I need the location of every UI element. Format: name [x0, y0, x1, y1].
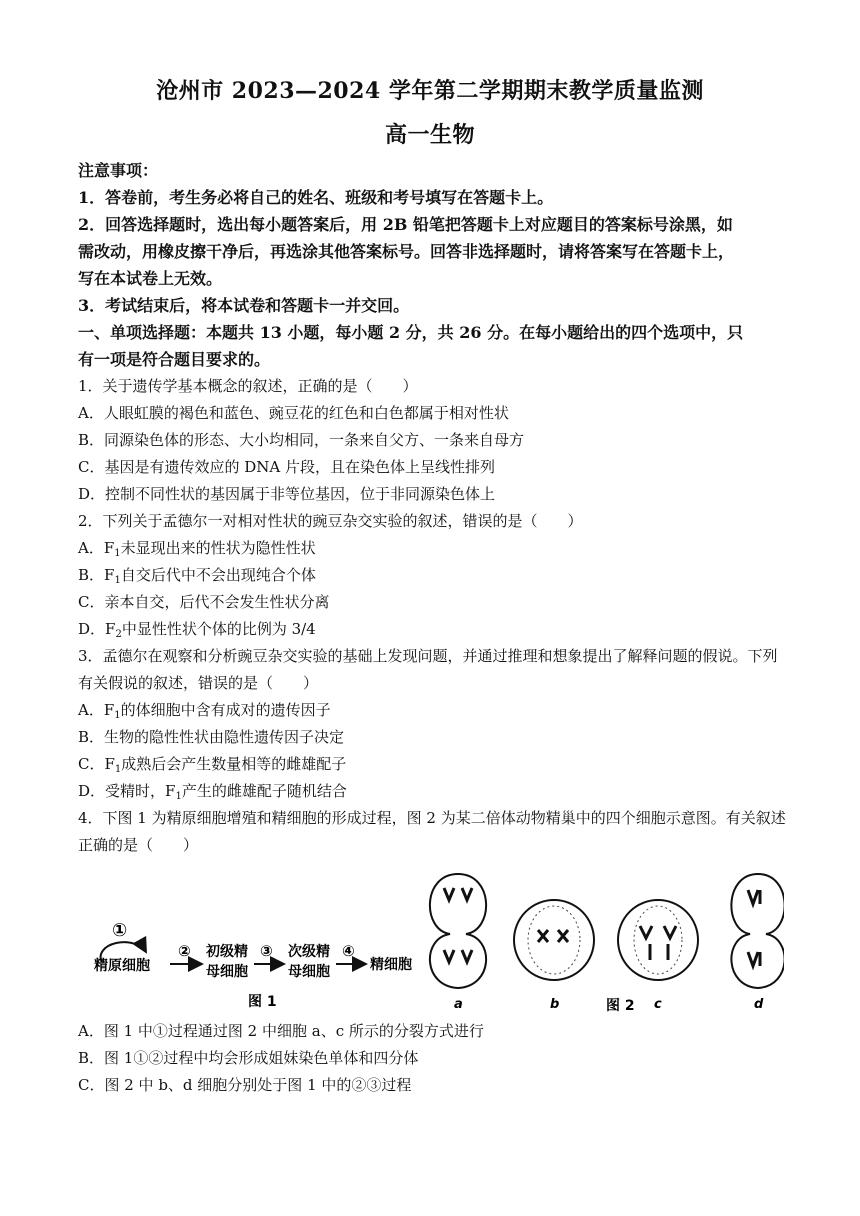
q1-stem: 1．关于遗传学基本概念的叙述，正确的是（ ）: [78, 377, 418, 395]
step-1-label: ①: [112, 920, 128, 941]
q3-option-a: A．$F_1$的体细胞中含有成对的遗传因子: [78, 701, 331, 721]
cell-primary-spermatocyte-line-2: 母细胞: [206, 964, 248, 980]
q2-option-b: B．$F_1$自交后代中不会出现纯合个体: [78, 566, 316, 586]
figure-2: [430, 874, 784, 1014]
q3-stem-line-2: 有关假说的叙述，错误的是（ ）: [78, 674, 319, 692]
q3-stem-line-1: 3．孟德尔在观察和分析豌豆杂交实验的基础上发现问题，并通过推理和想象提出了解释问题的假说。下列: [78, 647, 778, 665]
q4-figure: [78, 864, 784, 1016]
cell-a: [430, 874, 486, 1012]
section-heading-line-1: 一、单项选择题：本题共 13 小题，每小题 2 分，共 26 分。在每小题给出的四个选项中，只: [78, 323, 744, 342]
q1-option-c: C．基因是有遗传效应的 DNA 片段，且在染色体上呈线性排列: [78, 458, 495, 476]
notice-item-2-line-2: 需改动，用橡皮擦干净后，再选涂其他答案标号。回答非选择题时，请将答案写在答题卡上，: [78, 242, 735, 261]
q4-option-c: C．图 2 中 b、d 细胞分别处于图 1 中的②③过程: [78, 1076, 412, 1094]
q4-option-a: A．图 1 中①过程通过图 2 中细胞 a、c 所示的分裂方式进行: [78, 1022, 484, 1040]
notice-item-2-line-1: 2．回答选择题时，选出每小题答案后，用 2B 铅笔把答题卡上对应题目的答案标号涂黑，如: [78, 215, 733, 234]
cell-spermatogonium: 精原细胞: [94, 958, 150, 974]
figure-1-caption: 图 1: [248, 994, 277, 1010]
cell-a-label: a: [454, 997, 463, 1012]
step-3-label: ③: [260, 942, 273, 960]
cell-d: [731, 874, 784, 1012]
section-heading-line-2: 有一项是符合题目要求的。: [78, 350, 271, 369]
notice-item-1: 1．答卷前，考生务必将自己的姓名、班级和考号填写在答题卡上。: [78, 188, 554, 207]
cell-b-label: b: [550, 997, 560, 1012]
q3-option-b: B．生物的隐性性状由隐性遗传因子决定: [78, 728, 345, 746]
cell-spermatid: 精细胞: [370, 957, 412, 973]
q2-option-d: D．$F_2$中显性性状个体的比例为 3/4: [78, 620, 316, 640]
exam-subject: 高一生物: [384, 122, 475, 148]
q2-option-c: C．亲本自交，后代不会发生性状分离: [78, 593, 330, 611]
q4-figure-svg: [78, 864, 784, 1016]
notice-heading: 注意事项：: [78, 161, 159, 180]
q2-option-a: A．$F_1$未显现出来的性状为隐性性状: [78, 539, 316, 559]
cell-secondary-spermatocyte-line-1: 次级精: [288, 944, 330, 960]
q1-option-a: A．人眼虹膜的褐色和蓝色、豌豆花的红色和白色都属于相对性状: [78, 404, 509, 422]
cell-c-label: c: [654, 997, 662, 1012]
q4-stem-line-2: 正确的是（ ）: [78, 836, 199, 854]
q1-option-b: B．同源染色体的形态、大小均相同，一条来自父方、一条来自母方: [78, 431, 525, 449]
q2-stem: 2．下列关于孟德尔一对相对性状的豌豆杂交实验的叙述，错误的是（ ）: [78, 512, 583, 530]
q1-option-d: D．控制不同性状的基因属于非等位基因，位于非同源染色体上: [78, 485, 496, 503]
exam-title: 沧州市 2023—2024 学年第二学期期末教学质量监测: [156, 78, 704, 104]
cell-c: [618, 900, 698, 1012]
notice-item-2-line-3: 写在本试卷上无效。: [78, 269, 223, 288]
cell-primary-spermatocyte-line-1: 初级精: [206, 944, 248, 960]
figure-2-caption: 图 2: [606, 998, 635, 1014]
q4-option-b: B．图 1①②过程中均会形成姐妹染色单体和四分体: [78, 1049, 419, 1067]
step-2-label: ②: [178, 942, 191, 960]
q3-option-d: D．受精时，$F_1$产生的雌雄配子随机结合: [78, 782, 347, 802]
q3-option-c: C．$F_1$成熟后会产生数量相等的雌雄配子: [78, 755, 347, 775]
cell-secondary-spermatocyte-line-2: 母细胞: [288, 964, 330, 980]
cell-d-label: d: [754, 997, 764, 1012]
step-4-label: ④: [342, 942, 355, 960]
q4-stem-line-1: 4．下图 1 为精原细胞增殖和精细胞的形成过程，图 2 为某二倍体动物精巢中的四个细胞示意图。有关叙述: [78, 809, 786, 827]
figure-1: [94, 920, 412, 1010]
cell-b: [514, 900, 594, 1012]
notice-item-3: 3．考试结束后，将本试卷和答题卡一并交回。: [78, 296, 410, 315]
